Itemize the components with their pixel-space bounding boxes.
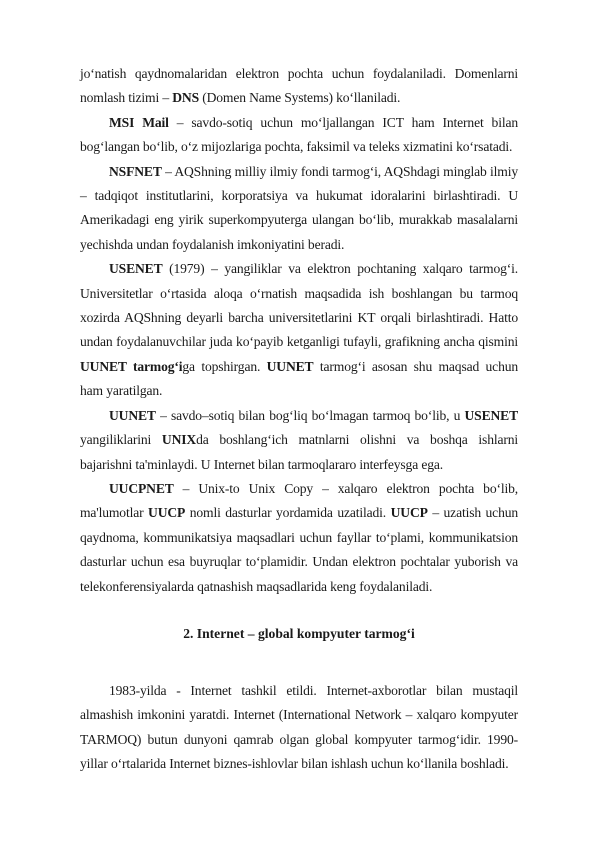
text: tarmog‘i asosan shu maqsad uchun ham yaratilgan. <box>80 358 519 399</box>
paragraph-nsfnet <box>80 160 518 258</box>
paragraph-uucpnet <box>80 477 518 599</box>
paragraph-msi-mail <box>80 111 518 160</box>
section-heading: 2. Internet – global kompyuter tarmog‘i <box>183 625 415 641</box>
text: 1983-yilda - Internet tashkil etildi. Internet-axborotlar bilan mustaqil almashish imkonini yaratdi. Internet (International Network – xalqaro kompyuter TARMOQ) butun dunyoni qamrab olgan global kompyuter tarmog‘idir. 1990-yillar o‘rtalarida Internet biznes-ishlovlar bilan ishlash uchun ko‘llanila boshladi. <box>80 682 518 772</box>
term-usenet: USENET <box>109 261 163 277</box>
term-msi-mail: MSI Mail <box>109 114 169 130</box>
term-uunet: UUNET <box>109 407 156 423</box>
text: (Domen Name Systems) ko‘llaniladi. <box>198 90 401 106</box>
term-unix: UNIX <box>161 432 197 448</box>
text: nomli dasturlar yordamida uzatiladi. <box>185 505 391 521</box>
spacer <box>80 669 518 679</box>
text: yangiliklarini <box>80 432 162 448</box>
paragraph-dns <box>80 62 518 111</box>
term-uunet: UUNET <box>266 358 314 374</box>
text: – uzatish uchun qaydnoma, kommunikatsiya maqsadlari uchun fayllar to‘plami, kommunikatsion dasturlar uchun esa buyruqlar to‘plamidir. Undan elektron pochtalar yuborish va telekonferensiyalarda qatnashish maqsadlarida keng foydalaniladi. <box>80 505 519 594</box>
paragraph-uunet <box>80 404 518 477</box>
text: da boshlang‘ich matnlarni olishni va boshqa ishlarni bajarishni ta'minlaydi. U Internet bilan tarmoqlararo interfeysga ega. <box>80 432 519 472</box>
text: jo‘natish qaydnomalaridan elektron pochta uchun foydalaniladi. Domenlarni nomlash tizimi – <box>80 66 518 106</box>
term-uucp: UUCP <box>390 505 428 521</box>
text: – savdo-sotiq uchun mo‘ljallangan ICT ham Internet bilan bog‘langan bo‘lib, o‘z mijozlariga pochta, faksimil va teleks xizmatini ko‘rsatadi. <box>80 114 518 155</box>
term-dns: DNS <box>172 90 199 106</box>
term-uucp: UUCP <box>148 505 186 521</box>
text: – AQShning milliy ilmiy fondi tarmog‘i, AQShdagi minglab ilmiy – tadqiqot institutlarini, korporatsiya va hukumat idoralarini birlashtiradi. U Amerikadagi eng yirik superkompyuterga ulangan bo‘lib, murakkab masalalarni yechishda undan foydalanish imkoniyatini beradi. <box>80 163 518 252</box>
term-usenet: USENET <box>464 407 518 423</box>
term-uucpnet: UUCPNET <box>109 480 174 496</box>
paragraph-usenet <box>80 257 518 403</box>
text: ga topshirgan. <box>182 358 267 374</box>
term-uunet-tarmogi: UUNET tarmog‘i <box>80 358 183 374</box>
term-nsfnet: NSFNET <box>109 163 162 179</box>
text: (1979) – yangiliklar va elektron pochtaning xalqaro tarmog‘i. Universitetlar o‘rtasida aloqa o‘rnatish maqsadida ish boshlangan bu tarmoq xozirda AQShning deyarli barcha universitetlarini KT orqali birlashtiradi. Hatto undan foydalanuvchilar juda ko‘payib ketganligi tufayli, grafikning ancha qismini <box>80 261 518 350</box>
paragraph-internet <box>80 679 518 777</box>
text: – savdo–sotiq bilan bog‘liq bo‘lmagan tarmoq bo‘lib, u <box>155 407 465 423</box>
text: – Unix-to Unix Copy – xalqaro elektron pochta bo‘lib, ma'lumotlar <box>80 480 518 521</box>
